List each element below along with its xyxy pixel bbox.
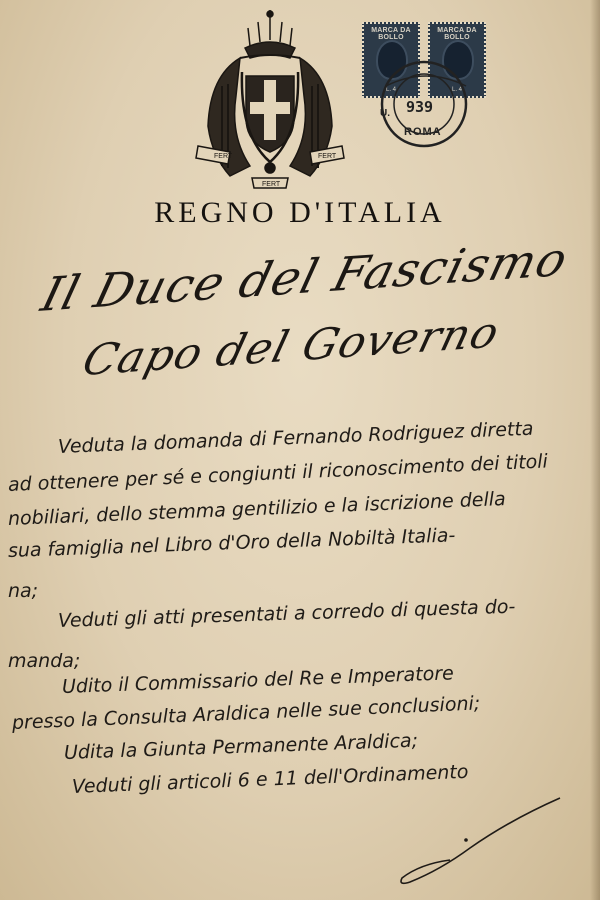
body-line: manda; <box>8 650 81 672</box>
body-line: Veduti gli articoli 6 e 11 dell'Ordinamento <box>71 760 469 798</box>
crest-motto-left: FERT <box>214 153 233 160</box>
document-title: REGNO D'ITALIA <box>154 196 446 229</box>
roma-postmark <box>366 56 478 152</box>
body-line: nobiliari, dello stemma gentilizio e la iscrizione della <box>7 488 507 530</box>
stamp-value: L. 4 <box>451 87 462 93</box>
paper-edge-shadow <box>590 0 600 900</box>
crest-motto-right: FERT <box>318 153 337 160</box>
body-line: Veduta la domanda di Fernando Rodriguez diretta <box>57 417 534 458</box>
stamp-label: MARCA DA BOLLO <box>437 27 477 41</box>
postmark-date: 939 <box>406 98 434 116</box>
body-line: na; <box>8 580 39 602</box>
body-line: Udito il Commissario del Re e Imperatore <box>61 662 455 698</box>
stamp-label: MARCA DA BOLLO <box>371 27 411 41</box>
body-line: Udita la Giunta Permanente Araldica; <box>63 729 419 764</box>
postmark-city: ROMA <box>404 126 442 138</box>
postmark-u: U. <box>380 108 390 119</box>
body-line: presso la Consulta Araldica nelle sue conclusioni; <box>11 692 481 734</box>
body-line: sua famiglia nel Libro d'Oro della Nobiltà Italia- <box>7 524 456 562</box>
heading-duce: Il Duce del Fascismo <box>35 232 574 323</box>
body-line: ad ottenere per sé e congiunti il riconoscimento dei titoli <box>7 450 549 496</box>
savoy-crest-emblem <box>190 6 350 196</box>
pen-flourish-icon <box>380 790 580 890</box>
body-line: Veduti gli atti presentati a corredo di questa do- <box>57 595 516 632</box>
heading-capo-governo: Capo del Governo <box>77 307 505 387</box>
crest-motto-center: FERT <box>262 181 281 188</box>
stamp-value: L. 4 <box>385 87 396 93</box>
